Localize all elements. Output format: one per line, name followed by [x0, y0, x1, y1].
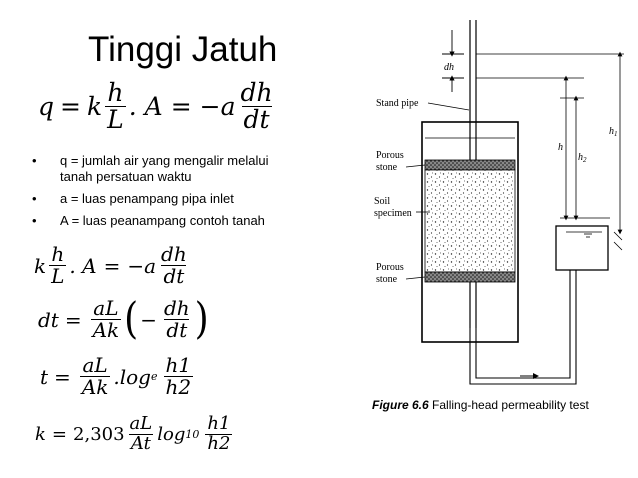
eq1-fraction-h-over-L: [105, 80, 126, 134]
dh-label: dh: [444, 62, 454, 73]
eq2-L: L: [51, 264, 65, 288]
dh-marker: [442, 30, 464, 92]
eq2-fraction-dh-dt: [159, 244, 189, 287]
eq4-t: t: [40, 364, 49, 389]
eq3-dt2: dt: [166, 318, 188, 342]
eq1-dh: dh: [240, 78, 273, 107]
eq3-equals: =: [64, 307, 82, 332]
porous-stone-top-label-2: stone: [376, 162, 398, 173]
figure-caption-text: Falling-head permeability test: [432, 398, 589, 412]
stand-pipe-label: Stand pipe: [376, 98, 419, 109]
water-level-marker: [584, 234, 592, 237]
page-title: Tinggi Jatuh: [88, 30, 278, 69]
eq5-At: At: [130, 432, 151, 454]
equation-2: [34, 244, 192, 287]
eq1-dotA: . A: [128, 92, 163, 122]
figure-number: Figure 6.6: [372, 398, 429, 412]
eq5-log-base: 10: [185, 427, 200, 441]
eq3-Ak: Ak: [92, 318, 120, 342]
eq1-dt: dt: [243, 105, 270, 135]
eq3-right-paren: ): [194, 294, 209, 344]
eq2-dt: dt: [163, 264, 185, 288]
eq5-h2: h2: [207, 432, 231, 454]
h-label: h: [558, 142, 563, 153]
eq1-equals: =: [60, 92, 81, 122]
eq4-h2: h2: [165, 375, 192, 399]
eq3-minus: −: [140, 307, 157, 332]
list-item: [32, 213, 268, 229]
eq5-coefficient: 2,303: [73, 423, 125, 445]
eq1-equals-2: =: [170, 92, 192, 122]
eq3-fraction-aL-Ak: [91, 298, 122, 341]
eq5-fraction-h1-h2: [205, 415, 232, 454]
eq5-k: k: [35, 423, 46, 445]
eq5-equals: =: [51, 423, 68, 445]
eq1-h: h: [107, 78, 124, 107]
eq2-neg-a: −a: [127, 253, 157, 278]
porous-stone-bot-label-2: stone: [376, 274, 398, 285]
eq3-aL: aL: [93, 296, 119, 320]
eq1-k: k: [86, 92, 103, 122]
eq4-equals: =: [54, 364, 71, 389]
eq4-h1: h1: [165, 353, 192, 377]
eq4-log-base: e: [150, 370, 158, 383]
porous-stone-top-label-1: Porous: [376, 150, 404, 161]
eq2-equals: =: [103, 253, 121, 278]
falling-head-diagram: [370, 20, 638, 396]
list-item: [32, 191, 268, 207]
eq5-log: log: [157, 423, 186, 445]
equation-5: [35, 415, 235, 454]
eq3-left-paren: (: [124, 294, 139, 344]
soil-label-1: Soil: [374, 196, 391, 207]
eq5-fraction-aL-At: [128, 415, 155, 454]
eq3-dh: dh: [163, 296, 190, 320]
eq2-dh: dh: [161, 242, 187, 266]
eq1-fraction-dh-dt: [239, 80, 275, 134]
eq1-q: q: [38, 92, 55, 122]
equation-flow-rate: [38, 80, 278, 134]
bullet-text: • a = luas penampang pipa inlet: [60, 191, 234, 206]
h1-label: $h_1$: [609, 126, 618, 138]
porous-stone-bot-label-1: Porous: [376, 262, 404, 273]
figure-caption: [372, 398, 589, 412]
stand-pipe-leader: [428, 103, 469, 110]
eq2-fraction-h-over-L: [49, 244, 66, 287]
light-rays: [614, 232, 622, 250]
outlet-pipe: [470, 270, 576, 384]
bullet-text-continued: tanah persatuan waktu: [60, 169, 192, 184]
equation-3: [38, 294, 209, 344]
porous-stone-bottom: [425, 272, 515, 282]
soil-label-2: specimen: [374, 208, 412, 219]
soil-specimen: [425, 170, 515, 272]
eq4-Ak: Ak: [81, 375, 109, 399]
eq4-fraction-aL-Ak: [80, 355, 111, 398]
outlet-reservoir: [556, 226, 608, 270]
list-item: [32, 153, 268, 185]
eq3-fraction-dh-dt: [162, 298, 192, 341]
eq3-dt: dt: [38, 307, 59, 332]
eq1-L: L: [107, 105, 124, 135]
eq2-k: k: [34, 253, 47, 278]
equation-4: [40, 355, 196, 398]
eq4-aL: aL: [82, 353, 108, 377]
h2-label: $h_2$: [578, 152, 587, 164]
bullet-text: • q = jumlah air yang mengalir melalui: [60, 153, 269, 168]
eq2-h: h: [51, 242, 65, 266]
eq2-dotA: . A: [69, 253, 97, 278]
definition-list: [32, 153, 268, 235]
porous-stone-top: [425, 160, 515, 170]
eq5-h1: h1: [207, 413, 231, 434]
eq1-neg-a: −a: [199, 92, 236, 122]
eq4-fraction-h1-h2: [164, 355, 194, 398]
eq4-log: .log: [113, 364, 151, 389]
eq5-aL: aL: [129, 413, 153, 434]
bullet-text: • A = luas peanampang contoh tanah: [60, 213, 265, 228]
